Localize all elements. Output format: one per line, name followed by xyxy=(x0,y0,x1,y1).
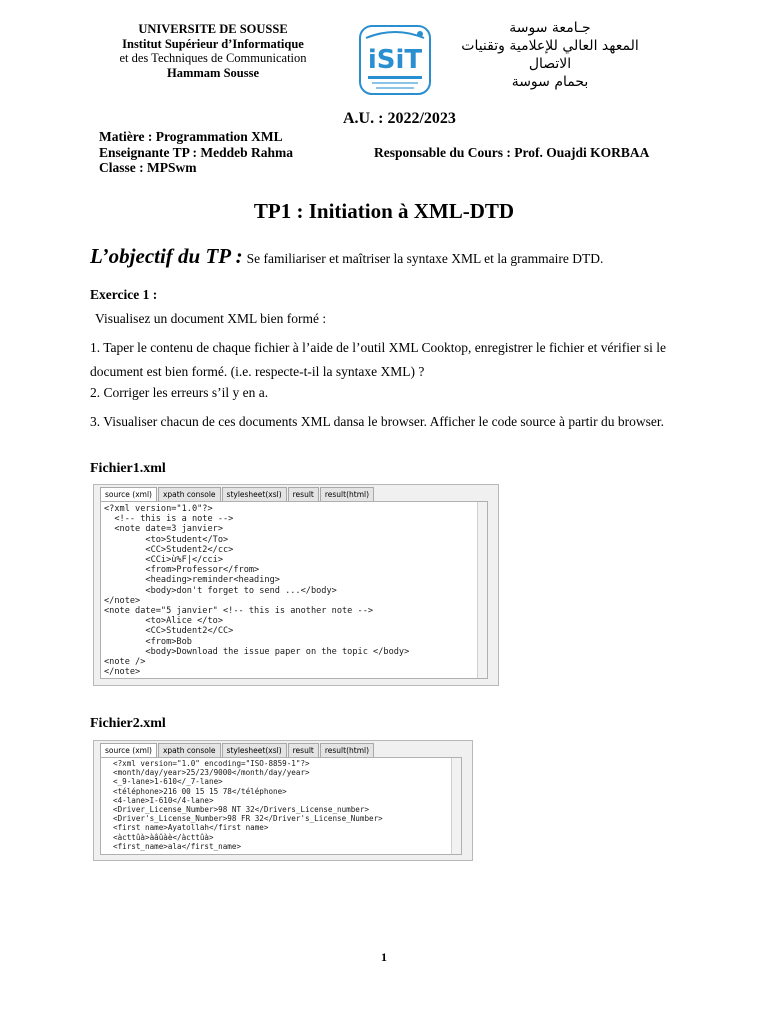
code-line: <_9-lane>1-610</_7-lane> xyxy=(113,777,223,787)
editor-tabs-2 xyxy=(100,743,375,757)
code-line: <body>don't forget to send ...</body> xyxy=(104,585,337,596)
institute-line-2: et des Techniques de Communication xyxy=(119,51,307,65)
arabic-line-2: المعهد العالي للإعلامية وتقنيات الاتصال xyxy=(461,38,639,72)
code-line: <note date=3 janvier> xyxy=(104,524,223,535)
objective xyxy=(90,244,603,269)
objective-text: Se familiariser et maîtriser la syntaxe XML et la grammaire DTD. xyxy=(246,251,604,266)
vertical-scrollbar[interactable] xyxy=(477,502,487,678)
code-line: <body>Download the issue paper on the topic </body> xyxy=(104,646,410,657)
code-line: </note> xyxy=(104,667,141,678)
code-line: <note date="5 janvier" <!-- this is another note --> xyxy=(104,606,374,617)
tab-source-xml[interactable]: source (xml) xyxy=(100,743,157,757)
code-line: <Driver's_License_Number>98 FR 32</Driver's_License_Number> xyxy=(113,814,383,824)
institution-header xyxy=(96,22,330,80)
isit-logo xyxy=(358,24,432,96)
code-line: <to>Alice </to> xyxy=(104,616,223,627)
code-line: <from>Professor</from> xyxy=(104,565,260,576)
subject: Matière : Programmation XML xyxy=(99,129,283,144)
exercise-intro: Visualisez un document XML bien formé : xyxy=(95,311,327,326)
course-meta xyxy=(99,129,293,176)
exercise-step-3: 3. Visualiser chacun de ces documents XML dansa le browser. Afficher le code source à partir du browser. xyxy=(90,414,665,429)
code-line: </note> xyxy=(104,595,141,606)
arabic-line-1: جـامعة سوسة xyxy=(509,20,591,36)
code-line: <?xml version="1.0"?> xyxy=(104,504,213,514)
editor-screenshot-2 xyxy=(93,740,473,861)
code-line: <heading>reminder<heading> xyxy=(104,575,280,586)
tab-xpath-console[interactable]: xpath console xyxy=(158,743,221,757)
code-line: <to>Student</To> xyxy=(104,534,229,545)
course-lead: Responsable du Cours : Prof. Ouajdi KORBAA xyxy=(374,145,650,160)
tab-result[interactable]: result xyxy=(288,743,319,757)
academic-year: A.U. : 2022/2023 xyxy=(343,110,456,127)
exercise-step-1: 1. Taper le contenu de chaque fichier à l’aide de l’outil XML Cooktop, enregistrer le fichier et vérifier si le document est bien formé. (i.e. respecte-t-il la syntaxe XML) ? xyxy=(90,340,666,379)
file1-title: Fichier1.xml xyxy=(90,461,166,476)
logo-graphic xyxy=(358,24,432,96)
code-line: <!-- this is a note --> xyxy=(104,514,234,525)
objective-label: L’objectif du TP : xyxy=(90,244,243,268)
arabic-line-3: بحمام سوسة xyxy=(511,74,589,90)
code-line: <note /> xyxy=(104,657,146,668)
editor-tabs-1 xyxy=(100,487,375,501)
university-name: UNIVERSITE DE SOUSSE xyxy=(138,22,288,36)
code-line: <téléphone>216 00 15 15 78</téléphone> xyxy=(113,786,287,796)
tab-stylesheet[interactable]: stylesheet(xsl) xyxy=(222,487,287,501)
file2-title: Fichier2.xml xyxy=(90,716,166,731)
page-number: 1 xyxy=(381,950,387,964)
logo-text: iSiT xyxy=(367,45,423,75)
code-line: <CC>Student2</cc> xyxy=(104,544,234,555)
institute-line-3: Hammam Sousse xyxy=(166,65,260,80)
code-line: <CC>Student2</CC> xyxy=(104,626,234,637)
tab-result-html[interactable]: result(html) xyxy=(320,487,374,501)
class: Classe : MPSwm xyxy=(99,160,197,175)
code-line: <CCi>ù%F|</cci> xyxy=(104,555,223,566)
vertical-scrollbar[interactable] xyxy=(451,758,461,854)
editor-screenshot-1 xyxy=(93,484,499,686)
institute-line-1: Institut Supérieur d’Informatique xyxy=(122,36,304,51)
tab-result-html[interactable]: result(html) xyxy=(320,743,374,757)
code-area-2[interactable] xyxy=(100,757,462,855)
code-line: <4-lane>I-610</4-lane> xyxy=(113,795,214,805)
code-area-1[interactable] xyxy=(100,501,488,679)
teacher: Enseignante TP : Meddeb Rahma xyxy=(99,144,294,160)
code-line: <from>Bob xyxy=(104,636,192,647)
tab-result[interactable]: result xyxy=(288,487,319,501)
exercise-title: Exercice 1 : xyxy=(90,287,158,302)
code-line: <Driver_License_Number>98 NT 32</Drivers_License_number> xyxy=(113,805,370,815)
code-line: <àcttûà>àâûàè</àcttûà> xyxy=(113,832,214,842)
tab-source-xml[interactable]: source (xml) xyxy=(100,487,157,501)
tab-xpath-console[interactable]: xpath console xyxy=(158,487,221,501)
code-line: <first name>Ayatollah</first name> xyxy=(113,823,269,833)
arabic-header xyxy=(455,19,645,91)
document-title: TP1 : Initiation à XML-DTD xyxy=(253,199,515,223)
exercise-step-2: 2. Corriger les erreurs s’il y en a. xyxy=(90,385,269,400)
tab-stylesheet[interactable]: stylesheet(xsl) xyxy=(222,743,287,757)
code-line: <first_name>ala</first_name> xyxy=(113,841,242,851)
code-line: <?xml version="1.0" encoding="ISO-8859-1"?> xyxy=(113,759,310,768)
code-line: <month/day/year>25/23/9000</month/day/year> xyxy=(113,768,310,778)
